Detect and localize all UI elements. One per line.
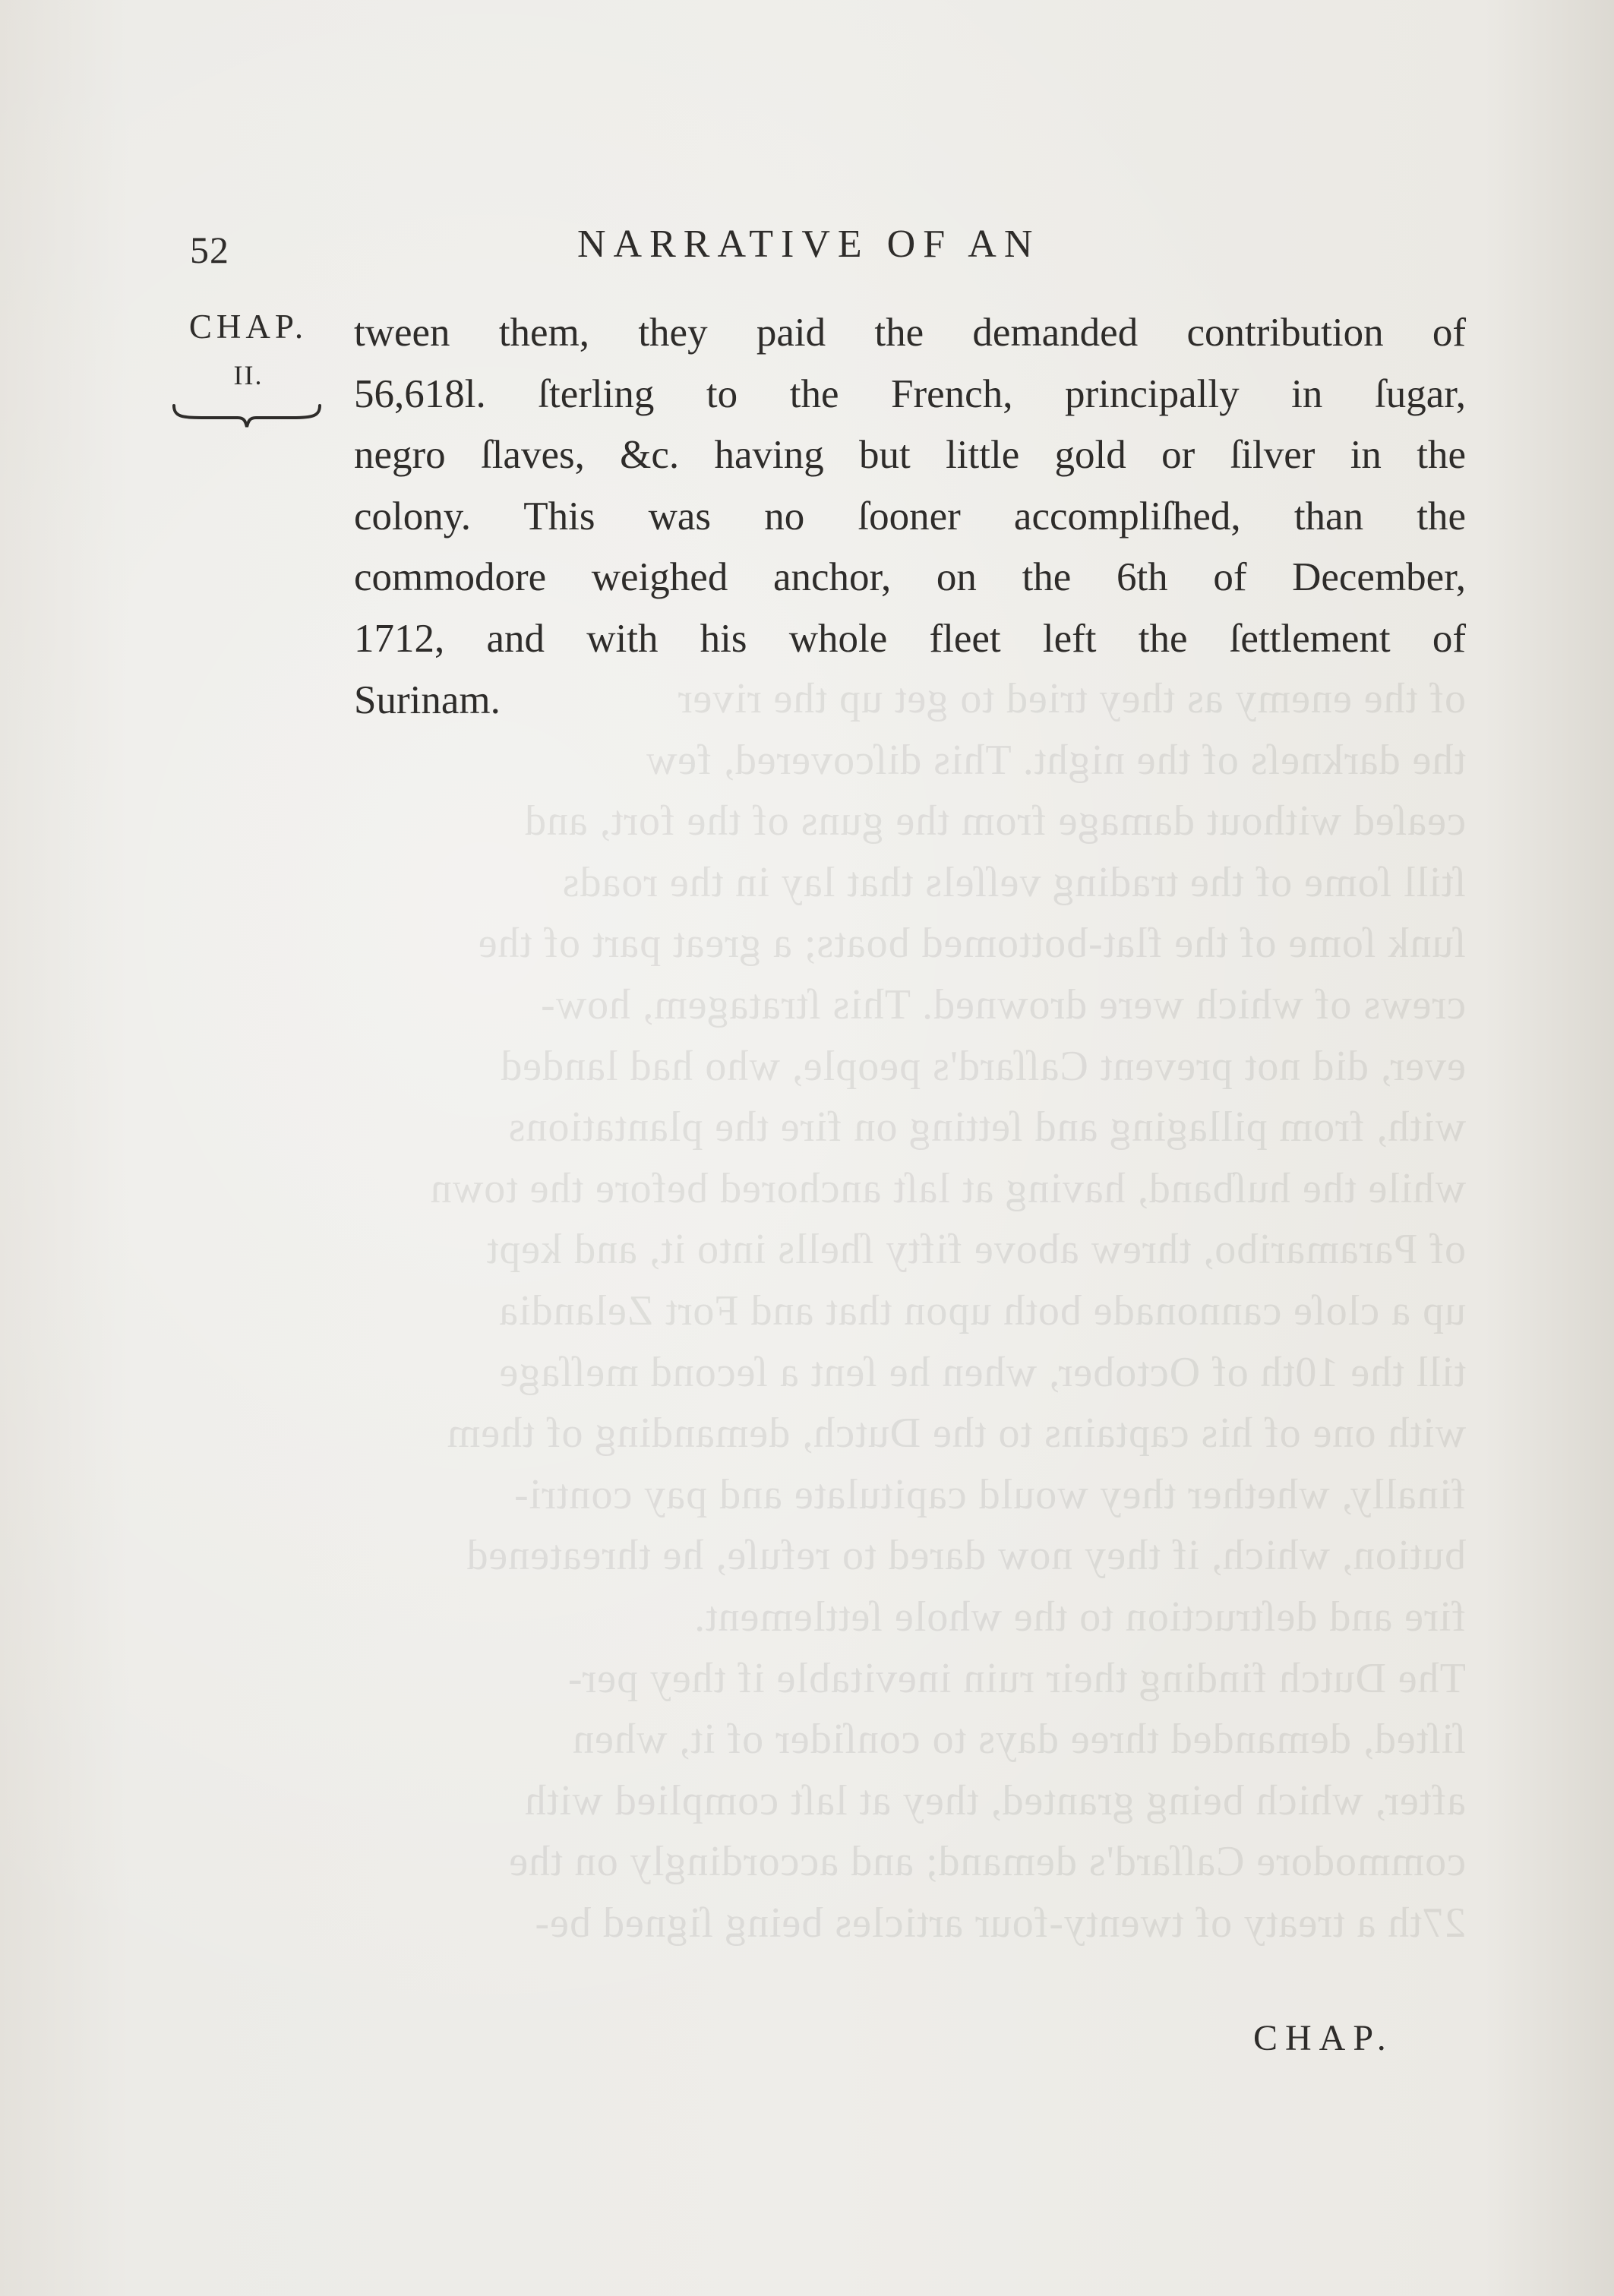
- text-line: negro ſlaves, &c. having but little gold or ſilver in the: [354, 433, 1466, 478]
- margin-brace-ornament: [171, 401, 323, 431]
- body-text: [354, 302, 1466, 731]
- margin-chapter-label: CHAP.: [188, 308, 308, 346]
- text-line-last: Surinam.: [354, 677, 501, 722]
- show-through-text: of the enemy as they tried to get up the river the darkneſs of the night. This diſcovered, few ceaſed without damage from the guns of the fort, and ſtill ſome of the trading veſſels that lay in the roads ſunk ſome of the flat-bottomed boats; a great part of the crews of which were drowned. This ſtratagem, how- ever, did not prevent Caſſard's people, who had landed with, from pillaging and ſetting on fire the plantations while the huſband, having at laſt anchored before the town of Paramaribo, threw above fifty ſhells into it, and kept up a cloſe cannonade both upon that and Fort Zelandia till the 10th of October, when he ſent a ſecond meſſage with one of his captains to the Dutch, demanding of them finally, whether they would capitulate and pay contri- bution, which, if they now dared to refuſe, he threatened fire and deſtruction to the whole ſettlement. The Dutch finding their ruin inevitable if they per- ſiſted, demanded three days to conſider of it, when after, which being granted, they at laſt complied with commodore Caſſard's demand; and accordingly on the 27th a treaty of twenty-four articles being ſigned be-: [429, 675, 1466, 1947]
- text-line: 1712, and with his whole fleet left the ſettlement of: [354, 616, 1466, 661]
- page-number: 52: [190, 229, 229, 271]
- margin-chapter-number: II.: [233, 360, 264, 390]
- catchword: CHAP.: [1253, 2018, 1394, 2058]
- text-line: commodore weighed anchor, on the 6th of December,: [354, 555, 1466, 600]
- running-head: NARRATIVE OF AN: [577, 223, 1041, 266]
- text-line: tween them, they paid the demanded contribution of: [354, 311, 1466, 355]
- text-line: colony. This was no ſooner accompliſhed, than the: [354, 494, 1466, 538]
- text-line: 56,618l. ſterling to the French, principally in ſugar,: [354, 371, 1466, 416]
